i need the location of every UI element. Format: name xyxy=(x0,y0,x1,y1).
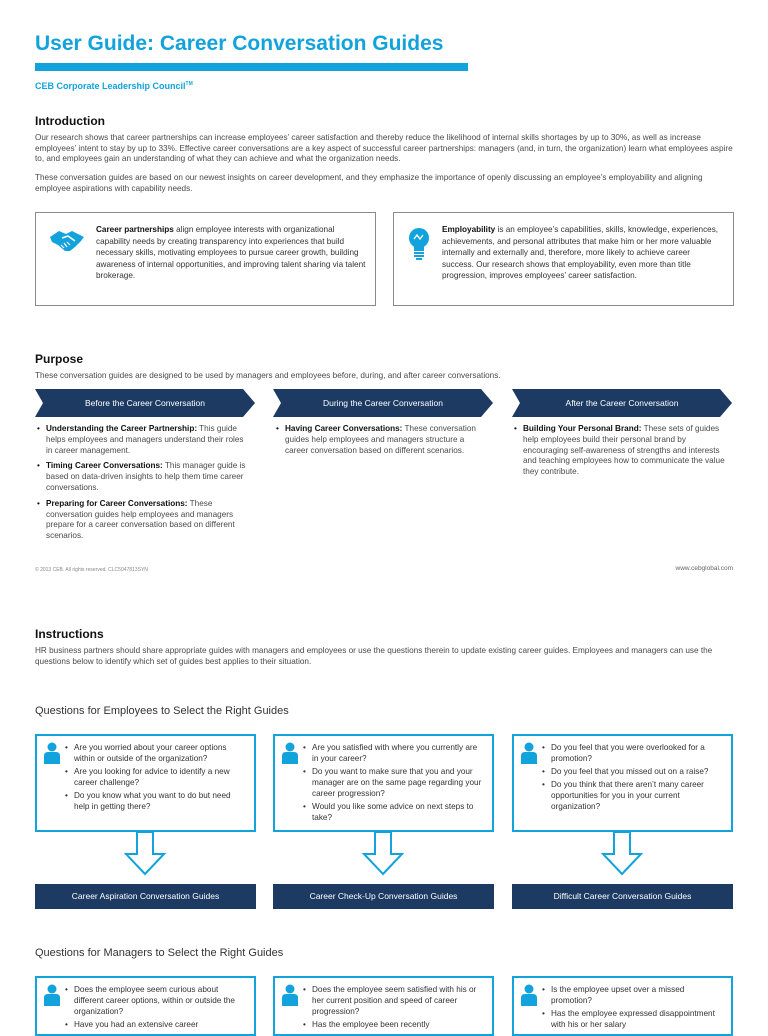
definition-box-career-partnerships xyxy=(35,212,376,306)
list-item xyxy=(37,461,247,493)
instructions-heading: Instructions xyxy=(35,627,104,641)
introduction-paragraph-2: These conversation guides are based on our newest insights on career development, and they emphasize the importance of openly discussing an employee’s employability and aligning employee aspirations with capability needs. xyxy=(35,173,703,193)
question-list xyxy=(303,742,484,825)
difficult-career-guides-button[interactable]: Difficult Career Conversation Guides xyxy=(512,884,733,909)
person-icon xyxy=(281,984,299,1011)
manager-question-box-checkup xyxy=(273,976,494,1036)
question-item: • Is the employee upset over a missed promotion? xyxy=(542,984,723,1006)
person-icon xyxy=(43,984,61,1011)
question-item: • Has the employee been recently xyxy=(303,1019,484,1030)
definition-text xyxy=(96,224,366,282)
list-item-text: These conversation guides help employees and managers structure a career conversation based on different scenarios. xyxy=(285,424,476,455)
question-list xyxy=(65,742,246,814)
list-item-text: These conversation guides help employees and managers prepare for a career conversation based on different scenarios. xyxy=(46,498,235,541)
phase-label: During the Career Conversation xyxy=(322,398,443,408)
list-item-text: This guide helps employees and managers understand their roles in career management. xyxy=(46,424,244,455)
question-item: • Would you like some advice on next steps to take? xyxy=(303,801,484,823)
employee-question-box-aspiration xyxy=(35,734,256,832)
employee-questions-heading: Questions for Employees to Select the Right Guides xyxy=(35,705,289,717)
manager-questions-heading: Questions for Managers to Select the Right Guides xyxy=(35,947,284,959)
question-item: • Have you had an extensive career xyxy=(65,1019,246,1030)
employee-question-box-difficult xyxy=(512,734,733,832)
introduction-heading: Introduction xyxy=(35,114,105,128)
definition-box-employability xyxy=(393,212,734,306)
list-item-text: These sets of guides help employees build their personal brand by encouraging self-awareness of strengths and interests and teaching employees how to communicate the value they contribute. xyxy=(523,424,725,477)
definition-description: align employee interests with organizational capability needs by creating transparency into experiences that build necessary skills, motivating employees to pursue career growth, building awareness of internal opportunities, and improving talent sharing via talent brokerage. xyxy=(96,225,366,281)
career-aspiration-guides-button[interactable]: Career Aspiration Conversation Guides xyxy=(35,884,256,909)
question-item: • Does the employee seem satisfied with his or her current position and speed of career progression? xyxy=(303,984,484,1017)
question-item: • Do you want to make sure that you and your manager are on the same page regarding your career progression? xyxy=(303,766,484,799)
question-list xyxy=(303,984,484,1032)
list-item xyxy=(514,424,732,478)
list-item-term: Building Your Personal Brand: xyxy=(523,424,642,433)
trademark-mark: TM xyxy=(185,81,193,87)
question-item: • Are you looking for advice to identify a new career challenge? xyxy=(65,766,246,788)
question-item: • Are you satisfied with where you currently are in your career? xyxy=(303,742,484,764)
question-item: • Do you know what you want to do but need help in getting there? xyxy=(65,790,246,812)
question-item: • Are you worried about your career options within or outside of the organization? xyxy=(65,742,246,764)
list-item-term: Having Career Conversations: xyxy=(285,424,403,433)
person-icon xyxy=(520,984,538,1011)
handshake-icon xyxy=(48,225,86,264)
phase-list-after xyxy=(514,424,732,483)
lightbulb-icon xyxy=(406,225,436,268)
phase-arrow-before xyxy=(35,389,255,417)
question-item: • Do you think that there aren’t many career opportunities for you in your current organization? xyxy=(542,779,723,812)
instructions-text: HR business partners should share appropriate guides with managers and employees or use the questions therein to update existing career guides. Employees and managers can use the questions below to identify which set of guides best applies to their situation. xyxy=(35,646,713,666)
list-item-term: Preparing for Career Conversations: xyxy=(46,498,188,508)
list-item-term: Timing Career Conversations: xyxy=(46,461,163,471)
manager-question-box-difficult xyxy=(512,976,733,1036)
phase-list-before xyxy=(37,424,247,547)
person-icon xyxy=(520,742,538,769)
phase-arrow-after xyxy=(512,389,732,417)
introduction-paragraph-1: Our research shows that career partnerships can increase employees’ career satisfaction and thereby reduce the likelihood of internal skills shortages by up to 30%, as well as increase employees’ intent to stay by up to 33%. Effective career conversations are a key aspect of successful career partnerships: managers (and, in turn, the organization) learn what employees aspire to, and employees gain an understanding of what they can achieve and what the organization needs. xyxy=(35,133,733,164)
down-arrow-icon xyxy=(601,832,643,876)
career-check-up-guides-button[interactable]: Career Check-Up Conversation Guides xyxy=(273,884,494,909)
definition-term: Career partnerships xyxy=(96,225,174,234)
phase-label: After the Career Conversation xyxy=(565,398,679,408)
title-underline-bar xyxy=(35,63,468,71)
person-icon xyxy=(43,742,61,769)
question-list xyxy=(542,742,723,814)
page-title: User Guide: Career Conversation Guides xyxy=(35,32,444,55)
purpose-heading: Purpose xyxy=(35,352,84,366)
phase-arrow-during xyxy=(273,389,493,417)
down-arrow-icon xyxy=(124,832,166,876)
question-item: • Do you feel that you were overlooked for a promotion? xyxy=(542,742,723,764)
organization-name-text: CEB Corporate Leadership Council xyxy=(35,81,186,91)
employee-question-box-checkup xyxy=(273,734,494,832)
organization-name xyxy=(35,81,193,91)
question-list xyxy=(542,984,723,1032)
list-item xyxy=(276,424,476,456)
question-list xyxy=(65,984,246,1032)
person-icon xyxy=(281,742,299,769)
question-item: • Do you feel that you missed out on a raise? xyxy=(542,766,723,777)
list-item-term: Understanding the Career Partnership: xyxy=(46,424,198,433)
down-arrow-icon xyxy=(362,832,404,876)
definition-text xyxy=(442,224,722,282)
website-link[interactable]: www.cebglobal.com xyxy=(675,565,733,572)
question-item: • Does the employee seem curious about different career options, within or outside the organization? xyxy=(65,984,246,1017)
definition-description: is an employee’s capabilities, skills, knowledge, experiences, achievements, and personal attributes that make him or her more valuable internally and externally and, therefore, more likely to achieve career success. Our research shows that employability, even more than title progression, improves employees’ career satisfaction. xyxy=(442,225,719,281)
list-item xyxy=(37,499,247,542)
list-item-text: This manager guide is based on data-driven insights to help them time career conversations. xyxy=(46,461,246,492)
definition-term: Employability xyxy=(442,225,496,234)
purpose-intro: These conversation guides are designed to be used by managers and employees before, during, and after career conversations. xyxy=(35,371,501,380)
manager-question-box-aspiration xyxy=(35,976,256,1036)
list-item xyxy=(37,424,247,456)
phase-list-during xyxy=(276,424,476,461)
phase-label: Before the Career Conversation xyxy=(84,398,205,408)
copyright-notice: © 2013 CEB. All rights reserved. CLC5047813SYN xyxy=(35,567,148,573)
question-item: • Has the employee expressed disappointment with his or her salary xyxy=(542,1008,723,1030)
